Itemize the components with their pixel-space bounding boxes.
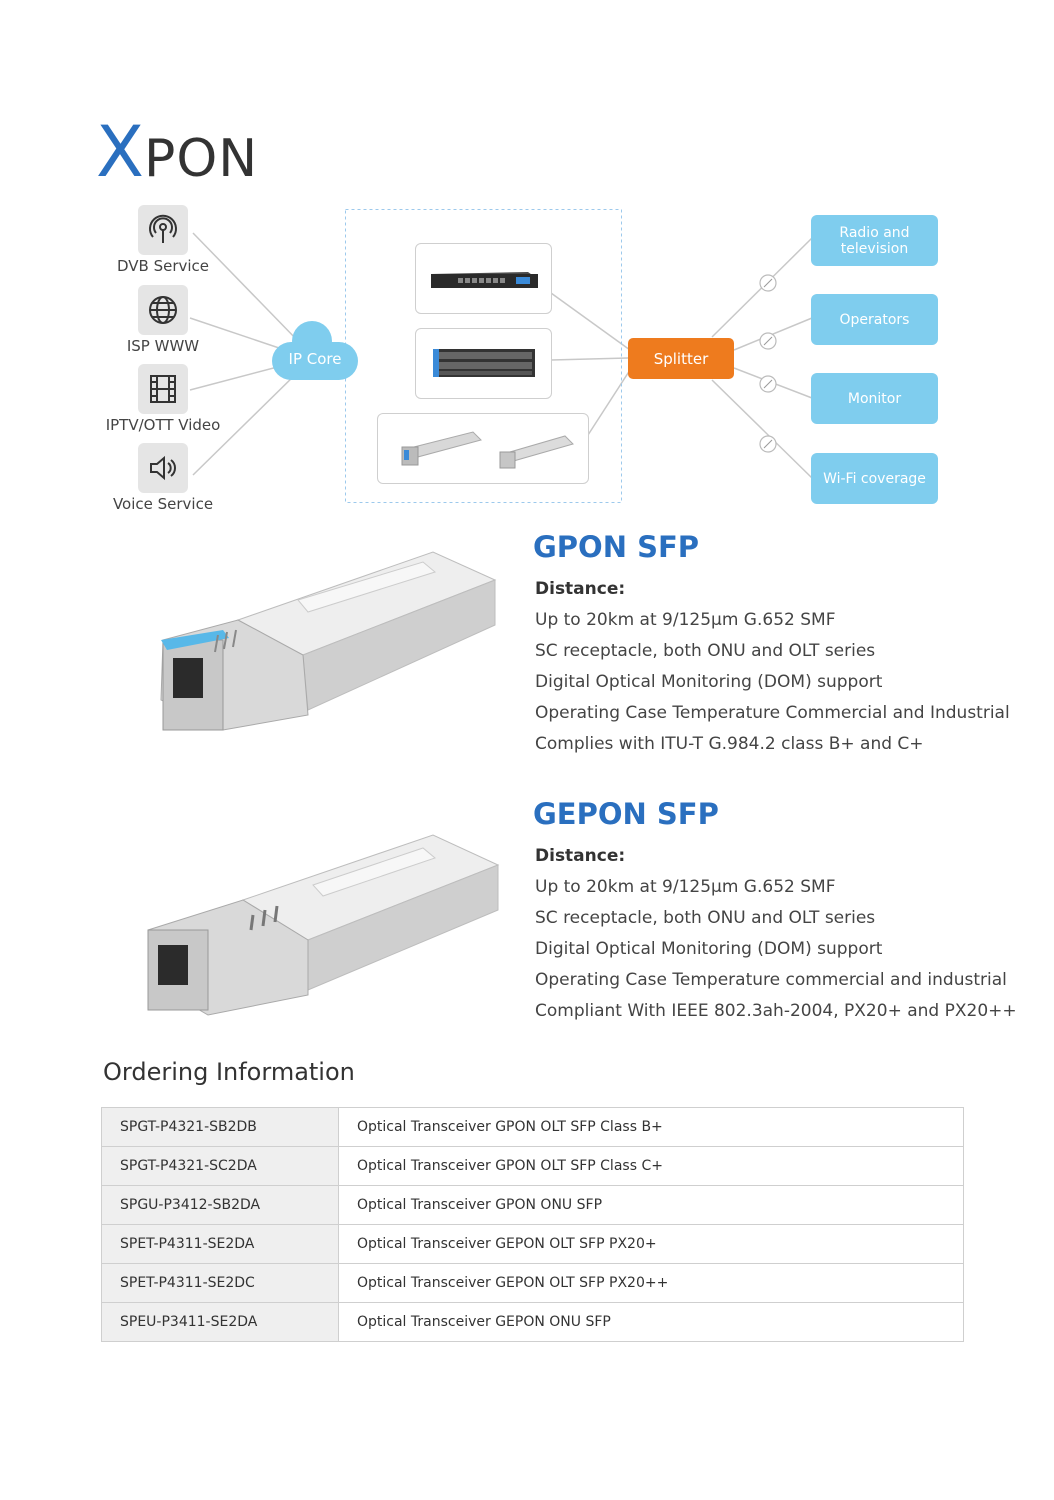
part-description: Optical Transceiver GPON OLT SFP Class C+ — [339, 1147, 964, 1186]
olt-chassis-image — [416, 244, 551, 313]
olt-chassis-image — [416, 329, 551, 398]
feature-item: Distance: — [535, 846, 626, 866]
table-row — [102, 1225, 964, 1264]
sfp-modules-image — [378, 414, 588, 483]
feature-item: Distance: — [535, 579, 626, 599]
table-row — [102, 1186, 964, 1225]
service-label: IPTV/OTT Video — [105, 416, 221, 434]
service-isp — [93, 285, 233, 355]
feature-item: Digital Optical Monitoring (DOM) support — [535, 939, 883, 959]
ordering-title: Ordering Information — [103, 1058, 355, 1086]
ordering-table — [101, 1107, 964, 1342]
service-voice — [93, 443, 233, 513]
table-row — [102, 1264, 964, 1303]
part-number: SPGT-P4321-SC2DA — [102, 1147, 339, 1186]
page-title — [96, 112, 258, 192]
feature-item: Operating Case Temperature Commercial and Industrial — [535, 703, 1010, 723]
service-dvb — [93, 205, 233, 275]
part-description: Optical Transceiver GEPON OLT SFP PX20+ — [339, 1225, 964, 1264]
feature-item: SC receptacle, both ONU and OLT series — [535, 908, 876, 928]
table-row — [102, 1303, 964, 1342]
page-title-x: X — [96, 111, 144, 193]
feature-item: Complies with ITU-T G.984.2 class B+ and C+ — [535, 734, 924, 754]
part-description: Optical Transceiver GPON OLT SFP Class B+ — [339, 1108, 964, 1147]
part-description: Optical Transceiver GEPON ONU SFP — [339, 1303, 964, 1342]
ip-core-label: IP Core — [288, 350, 342, 368]
feature-item: Digital Optical Monitoring (DOM) support — [535, 672, 883, 692]
table-row — [102, 1147, 964, 1186]
olt-device-2 — [415, 328, 552, 399]
destination-wifi: Wi-Fi coverage — [811, 453, 938, 504]
antenna-icon — [138, 205, 188, 255]
part-number: SPGT-P4321-SB2DB — [102, 1108, 339, 1147]
destination-radio-tv: Radio and television — [811, 215, 938, 266]
speaker-icon — [138, 443, 188, 493]
page-title-rest: PON — [143, 129, 259, 189]
part-description: Optical Transceiver GPON ONU SFP — [339, 1186, 964, 1225]
sfp-device — [377, 413, 589, 484]
splitter-node: Splitter — [628, 338, 734, 379]
ip-core-cloud — [270, 317, 360, 382]
service-label: Voice Service — [112, 495, 214, 513]
destination-operators: Operators — [811, 294, 938, 345]
service-label: DVB Service — [116, 257, 210, 275]
gepon-title: GEPON SFP — [533, 797, 719, 831]
feature-item: SC receptacle, both ONU and OLT series — [535, 641, 876, 661]
gpon-sfp-image — [103, 540, 503, 770]
destination-monitor: Monitor — [811, 373, 938, 424]
feature-item: Compliant With IEEE 802.3ah-2004, PX20+ and PX20++ — [535, 1001, 1017, 1021]
feature-item: Operating Case Temperature commercial and industrial — [535, 970, 1007, 990]
service-iptv — [93, 364, 233, 434]
film-icon — [138, 364, 188, 414]
feature-item: Up to 20km at 9/125µm G.652 SMF — [535, 610, 836, 630]
globe-icon — [138, 285, 188, 335]
table-row — [102, 1108, 964, 1147]
service-label: ISP WWW — [126, 337, 200, 355]
part-number: SPEU-P3411-SE2DA — [102, 1303, 339, 1342]
gpon-features — [535, 574, 1010, 760]
part-number: SPET-P4311-SE2DC — [102, 1264, 339, 1303]
olt-device-1 — [415, 243, 552, 314]
feature-item: Up to 20km at 9/125µm G.652 SMF — [535, 877, 836, 897]
gepon-sfp-image — [103, 830, 503, 1050]
part-number: SPGU-P3412-SB2DA — [102, 1186, 339, 1225]
part-description: Optical Transceiver GEPON OLT SFP PX20++ — [339, 1264, 964, 1303]
part-number: SPET-P4311-SE2DA — [102, 1225, 339, 1264]
gpon-title: GPON SFP — [533, 530, 700, 564]
gepon-features — [535, 841, 1017, 1027]
network-diagram — [0, 200, 1054, 520]
